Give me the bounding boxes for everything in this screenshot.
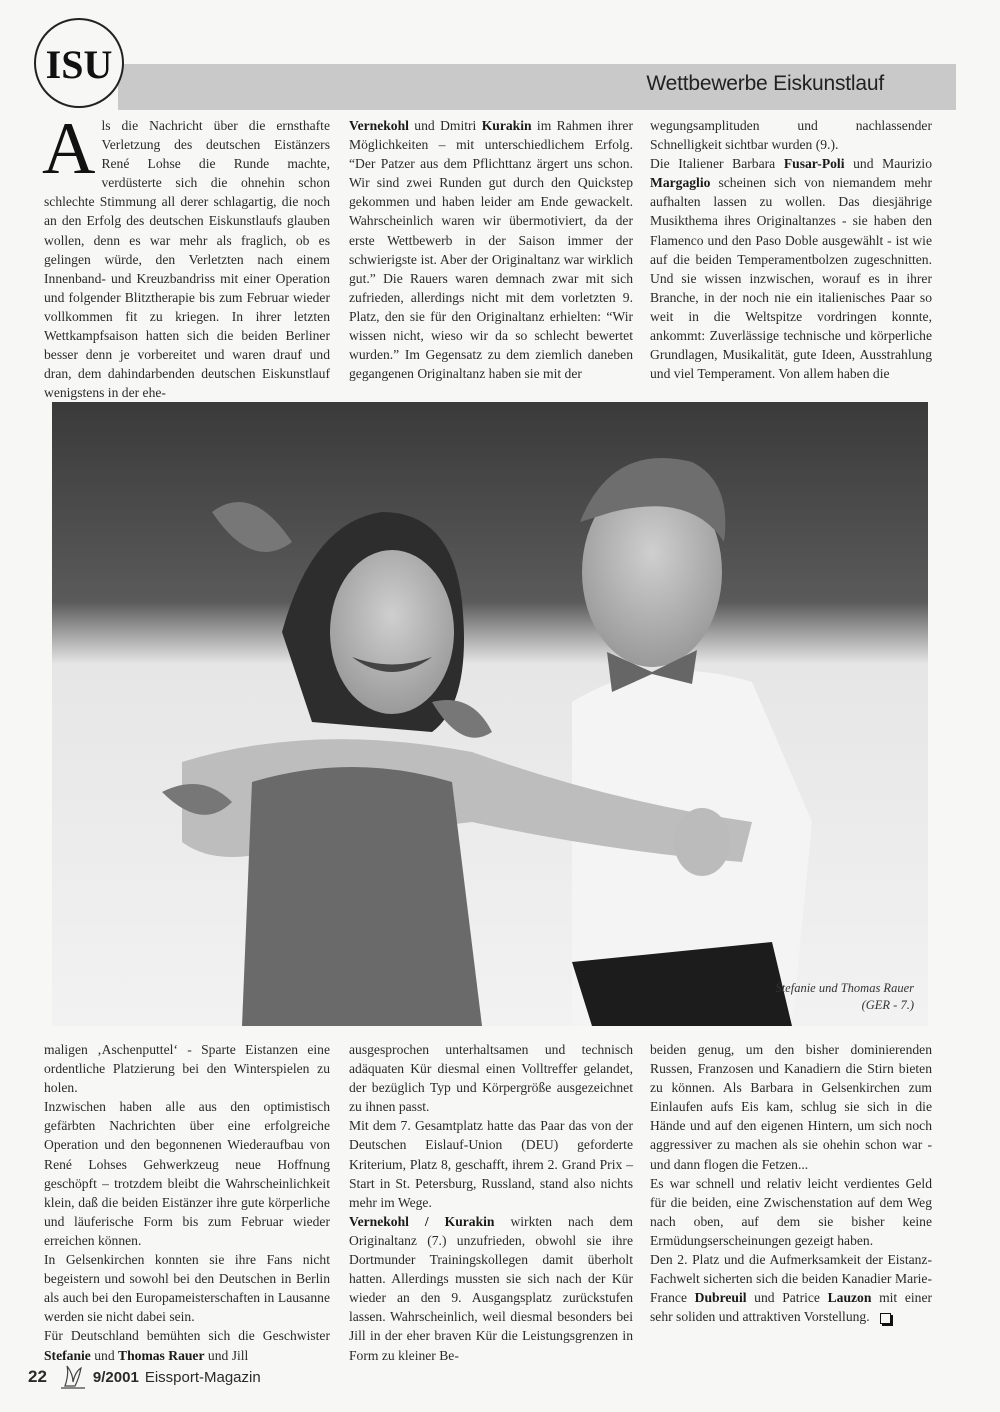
photo <box>52 402 928 1026</box>
skater-name: Fusar-Poli <box>783 156 845 172</box>
article-column-2-top <box>349 116 633 383</box>
caption-line: (GER - 7.) <box>861 998 914 1012</box>
magazine-name: Eissport-Magazin <box>144 1368 261 1386</box>
skater-name: Vernekohl <box>349 118 409 133</box>
paragraph <box>650 154 932 383</box>
text-run: und <box>90 1347 119 1363</box>
paragraph: maligen ‚Aschenputtel‘ - Sparte Eistanzen eine ordentliche Platzierung bei den Winterspielen zu holen. <box>44 1042 330 1096</box>
magazine-bird-icon <box>59 1364 89 1390</box>
paragraph: Mit dem 7. Gesamtplatz hatte das Paar das von der Deutschen Eislauf-Union (DEU) geforderte Kriterium, Platz 8, geschafft, ihrem 2. Grand Prix – Start in St. Petersburg, Russland, stand also nichts mehr im Wege. <box>349 1118 633 1210</box>
svg-text:ISU: ISU <box>45 42 113 87</box>
paragraph <box>349 116 633 383</box>
paragraph: ausgesprochen unterhaltsamen und technisch adäquaten Kür diesmal einen Volltreffer gelandet, der bezüglich Typ und Körpergröße ausgezeichnet zu ihnen passt. <box>349 1042 633 1115</box>
paragraph: Inzwischen haben alle aus den optimistisch gefärbten Nachrichten über eine erfolgreiche Operation und den begonnenen Wiederaufbau von René Lohses Gehwerkzeug neue Hoffnung geschöpft – trotzdem bleibt die Wahrscheinlichkeit klein, daß die beiden Eistänzer ihre gute körperliche und läuferische Form bis zum Februar wieder erreichen können. <box>44 1099 330 1248</box>
paragraph: In Gelsenkirchen konnten sie ihre Fans nicht begeistern und sowohl bei den Deutschen in Berlin als auch bei den Europameisterschaften in Lausanne werden sie nicht dabei sein. <box>44 1252 330 1325</box>
skater-name: Lauzon <box>827 1290 872 1306</box>
text-run: scheinen sich von niemandem mehr aufhalten lassen zu wollen. Das diesjährige Musikthema ihres Originaltanzes - sie haben den Flamenco und den Paso Doble ausgewählt - ist wie auf die beiden Temperamentbolzen zugeschnitten. Und sie wissen inzwischen, worauf es in ihrer Branche, in der noch nie ein italienisches Paar so weit in die Weltspitze vordringen konnte, ankommt: Zuverlässige technische und körperliche Grundlagen, Musikalität, gute Ideen, Ausstrahlung und viel Temperament. Von allem haben die <box>650 175 932 382</box>
text-run: und Jill <box>204 1347 249 1363</box>
paragraph: wegungsamplituden und nachlassender Schnelligkeit sichtbar wurden (9.). <box>650 118 932 153</box>
isu-logo-icon <box>44 28 114 98</box>
paragraph <box>650 1250 932 1326</box>
text-run: und Maurizio <box>844 156 932 172</box>
caption-line: Stefanie und Thomas Rauer <box>775 981 914 995</box>
text-run: und Dmitri <box>408 118 482 133</box>
skaters-photo <box>52 402 928 1026</box>
isu-logo <box>34 18 124 108</box>
issue-number: 9/2001 <box>92 1368 139 1386</box>
text-run: im Rahmen ihrer Möglichkeiten – mit unterschiedlichem Erfolg. “Der Patzer aus dem Pflichttanz ärgert uns schon. Wir sind zwei Runden gut durch den Quickstep gekommen und haben leider am Ende gewackelt. Wahrscheinlich waren wir übermotiviert, da der erste Wettbewerb in der Saison immer der schwierigste ist. Aber der Originaltanz war wirklich gut.” Die Rauers waren demnach zwar mit sich zufrieden, allerdings nicht mit dem vorletzten 9. Platz, den sie für den Originaltanz erhielten: “Wir wissen nicht, wieso wir da so schlecht bewertet wurden.” Im Gegensatz zu dem ziemlich daneben gegangenen Originaltanz haben sie mit der <box>349 118 633 382</box>
skater-name: Vernekohl / Kurakin <box>349 1213 495 1229</box>
paragraph: ls die Nachricht über die ernsthafte Verletzung des deutschen Eistänzers René Lohse die Runde machte, verdüsterte sich die ohnehin schon schlechte Stimmung all derer schlagartig, die noch an den Erfolg des deutschen Eiskunstlaufs glauben wollen, denn es war mehr als fraglich, ob es gelingen würde, den Verletzten nach einem Innenband- und Kreuzbandriss mit einer Operation und folgender Blitztherapie bis zum Februar wieder vollkommen fit zu kriegen. In ihrer letzten Wettkampfsaison hatten sich die beiden Berliner besser denn je vorbereitet und waren drauf und dran, dem dahindarbenden deutschen Eiskunstlauf wenigstens in der ehe- <box>44 118 330 401</box>
text-run: mit einer sehr soliden und attraktiven Vorstellung. <box>650 1290 933 1325</box>
text-run: Den 2. Platz und die Aufmerksamkeit der Eistanz-Fachwelt sicherten sich die beiden Kanadier Marie-France <box>650 1252 932 1306</box>
page-footer <box>28 1364 261 1390</box>
section-title: Wettbewerbe Eiskunstlauf <box>646 72 884 95</box>
article-column-2-bottom <box>349 1040 633 1365</box>
end-of-article-icon <box>880 1313 891 1324</box>
photo-caption <box>775 980 914 1014</box>
paragraph <box>349 1212 633 1365</box>
skater-name: Stefanie <box>44 1347 91 1363</box>
paragraph: Es war schnell und relativ leicht verdientes Geld für die beiden, eine Zwischenstation auf dem Weg nach oben, auf dem sie bisher keine Ermüdungserscheinungen gezeigt haben. <box>650 1175 932 1248</box>
skater-name: Kurakin <box>481 118 532 133</box>
drop-cap: A <box>42 108 96 190</box>
text-run: wirkten nach dem Originaltanz (7.) unzufrieden, obwohl sie ihre Dortmunder Trainingskollegen damit überholt hatten. Allerdings mussten sie sich nach der Kür wieder an den 9. Ausgangsplatz zurückstufen lassen. Wahrscheinlich, weil diesmal besonders bei Jill in der eher braven Kür die Leistungsgrenzen in Form zu kleiner Be- <box>349 1213 633 1363</box>
article-column-3-top <box>650 116 932 383</box>
text-run: Für Deutschland bemühten sich die Geschwister <box>44 1328 330 1344</box>
paragraph <box>44 1326 330 1364</box>
skater-name: Thomas Rauer <box>118 1347 205 1363</box>
article-column-1-top <box>42 108 330 402</box>
text-run: und Patrice <box>746 1290 828 1306</box>
article-column-1-bottom <box>44 1040 330 1365</box>
paragraph: beiden genug, um den bisher dominierenden Russen, Franzosen und Kanadiern die Stirn bieten zu können. Als Barbara in Gelsenkirchen zum Einlaufen aufs Eis kam, schlug sie sich in die Hände und auf den eigenen Hintern, um sich noch aggressiver zu machen als sie ohehin schon war - und dann flogen die Fetzen... <box>650 1042 932 1172</box>
skater-name: Dubreuil <box>694 1290 747 1306</box>
skater-name: Margaglio <box>650 175 711 191</box>
page-number: 22 <box>28 1367 47 1386</box>
text-run: Die Italiener Barbara <box>650 156 784 172</box>
article-column-3-bottom <box>650 1040 932 1326</box>
